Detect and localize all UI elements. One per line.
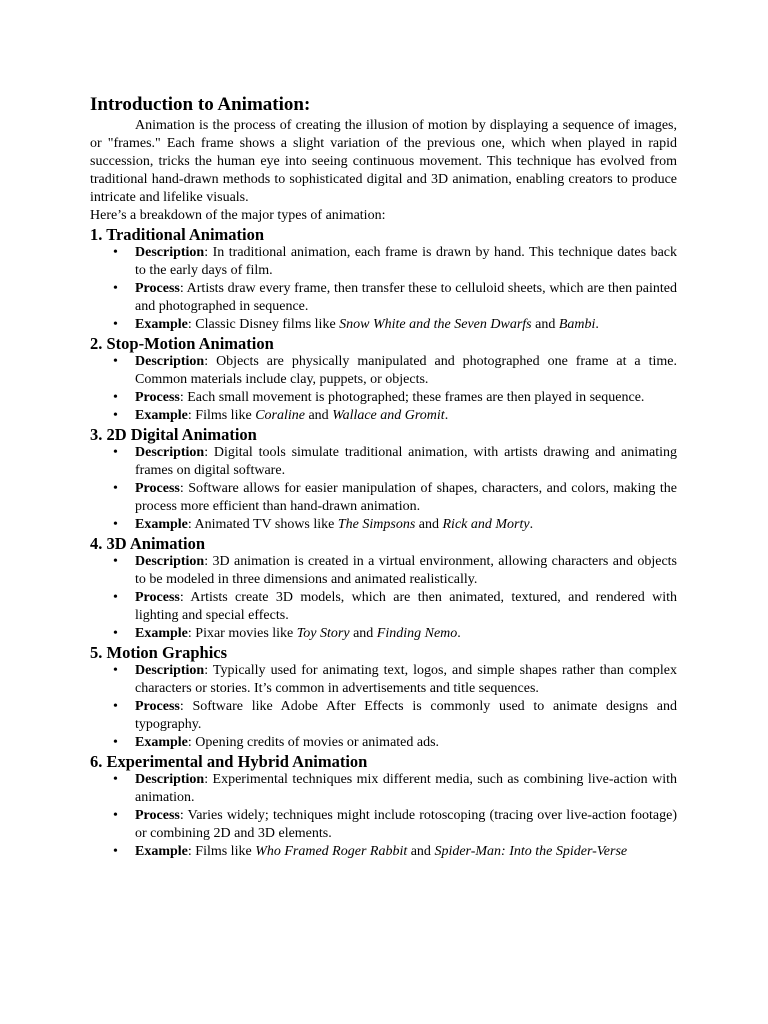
process-text: : Artists create 3D models, which are then animated, textured, and rendered with lighting and special effects.	[135, 590, 677, 623]
list-item-process	[135, 280, 677, 316]
label-process: Process	[135, 808, 180, 823]
label-example: Example	[135, 408, 188, 423]
description-text: : Experimental techniques mix different media, such as combining live-action with animation.	[135, 772, 677, 805]
list-item-process	[135, 807, 677, 843]
description-text: : 3D animation is created in a virtual environment, allowing characters and objects to be modeled in three dimensions and animated realistically.	[135, 554, 677, 587]
label-example: Example	[135, 317, 188, 332]
section-list	[90, 244, 677, 334]
intro-paragraph: Animation is the process of creating the illusion of motion by displaying a sequence of images, or "frames." Each frame shows a slight variation of the previous one, which when played in rapid succession, tricks the human eye into seeing continuous movement. This technique has evolved from traditional hand-drawn methods to sophisticated digital and 3D animation, enabling creators to produce intricate and lifelike visuals.	[90, 118, 677, 205]
list-item-description	[135, 771, 677, 807]
list-item-example	[135, 316, 677, 334]
list-item-example	[135, 516, 677, 534]
list-item-example	[135, 734, 677, 752]
example-title: Coraline	[255, 408, 305, 423]
page-title: Introduction to Animation:	[90, 94, 311, 115]
section-list	[90, 662, 677, 752]
example-prefix: : Classic Disney films like	[187, 317, 340, 332]
label-description: Description	[135, 772, 205, 787]
example-suffix: .	[529, 517, 534, 532]
example-title: Wallace and Gromit	[332, 408, 445, 423]
label-process: Process	[135, 481, 180, 496]
list-item-process	[135, 480, 677, 516]
description-text: : Objects are physically manipulated and photographed one frame at a time. Common materials include clay, puppets, or objects.	[135, 354, 677, 387]
list-item-example	[135, 843, 677, 861]
process-text: : Varies widely; techniques might include rotoscoping (tracing over live-action footage) or combining 2D and 3D elements.	[135, 808, 677, 841]
list-item-example	[135, 407, 677, 425]
section-heading: 3. 2D Digital Animation	[90, 425, 257, 444]
list-item-description	[135, 244, 677, 280]
description-text: : In traditional animation, each frame is drawn by hand. This technique dates back to the early days of film.	[135, 245, 677, 278]
example-and: and	[531, 317, 559, 332]
label-example: Example	[135, 844, 188, 859]
example-and: and	[349, 626, 377, 641]
example-title: Toy Story	[296, 626, 350, 641]
example-and: and	[415, 517, 443, 532]
label-process: Process	[135, 699, 180, 714]
example-title: Who Framed Roger Rabbit	[255, 844, 408, 859]
section-list	[90, 444, 677, 534]
document-body	[90, 93, 677, 861]
label-description: Description	[135, 245, 205, 260]
process-text: : Software like Adobe After Effects is commonly used to animate designs and typography.	[135, 699, 677, 732]
example-title: Rick and Morty	[442, 517, 530, 532]
lead-sentence: Here’s a breakdown of the major types of animation:	[90, 208, 386, 223]
list-item-process	[135, 698, 677, 734]
example-title: The Simpsons	[337, 517, 416, 532]
description-text: : Digital tools simulate traditional animation, with artists drawing and animating frames on digital software.	[135, 445, 677, 478]
list-item-description	[135, 553, 677, 589]
example-title: Spider-Man: Into the Spider-Verse	[434, 844, 628, 859]
section-heading: 2. Stop-Motion Animation	[90, 334, 274, 353]
label-example: Example	[135, 626, 188, 641]
example-title: Bambi	[558, 317, 596, 332]
section-list	[90, 553, 677, 643]
section-heading: 1. Traditional Animation	[90, 225, 265, 244]
list-item-process	[135, 389, 677, 407]
example-suffix: .	[457, 626, 461, 641]
example-prefix: : Pixar movies like	[187, 626, 297, 641]
list-item-description	[135, 353, 677, 389]
label-process: Process	[135, 390, 180, 405]
section-list	[90, 771, 677, 861]
example-prefix: : Films like	[187, 844, 256, 859]
label-description: Description	[135, 445, 205, 460]
section-list	[90, 353, 677, 425]
list-item-description	[135, 444, 677, 480]
label-process: Process	[135, 590, 180, 605]
section-heading: 6. Experimental and Hybrid Animation	[90, 752, 368, 771]
example-prefix: : Films like	[187, 408, 256, 423]
label-description: Description	[135, 554, 205, 569]
example-prefix: : Animated TV shows like	[187, 517, 338, 532]
list-item-example	[135, 625, 677, 643]
section-heading: 4. 3D Animation	[90, 534, 206, 553]
label-description: Description	[135, 663, 205, 678]
process-text: : Artists draw every frame, then transfer these to celluloid sheets, which are then painted and photographed in sequence.	[135, 281, 677, 314]
list-item-process	[135, 589, 677, 625]
example-and: and	[407, 844, 435, 859]
section-heading: 5. Motion Graphics	[90, 643, 228, 662]
example-title: Finding Nemo	[376, 626, 458, 641]
process-text: : Software allows for easier manipulation of shapes, characters, and colors, making the process more efficient than hand-drawn animation.	[135, 481, 677, 514]
example-suffix: .	[444, 408, 449, 423]
label-process: Process	[135, 281, 180, 296]
description-text: : Typically used for animating text, logos, and simple shapes rather than complex characters or stories. It’s common in advertisements and title sequences.	[135, 663, 677, 696]
label-example: Example	[135, 735, 188, 750]
list-item-description	[135, 662, 677, 698]
example-suffix: .	[595, 317, 599, 332]
example-prefix: : Opening credits of movies or animated ads.	[187, 735, 440, 750]
label-example: Example	[135, 517, 188, 532]
process-text: : Each small movement is photographed; these frames are then played in sequence.	[179, 390, 645, 405]
label-description: Description	[135, 354, 205, 369]
example-title: Snow White and the Seven Dwarfs	[339, 317, 532, 332]
example-and: and	[304, 408, 333, 423]
